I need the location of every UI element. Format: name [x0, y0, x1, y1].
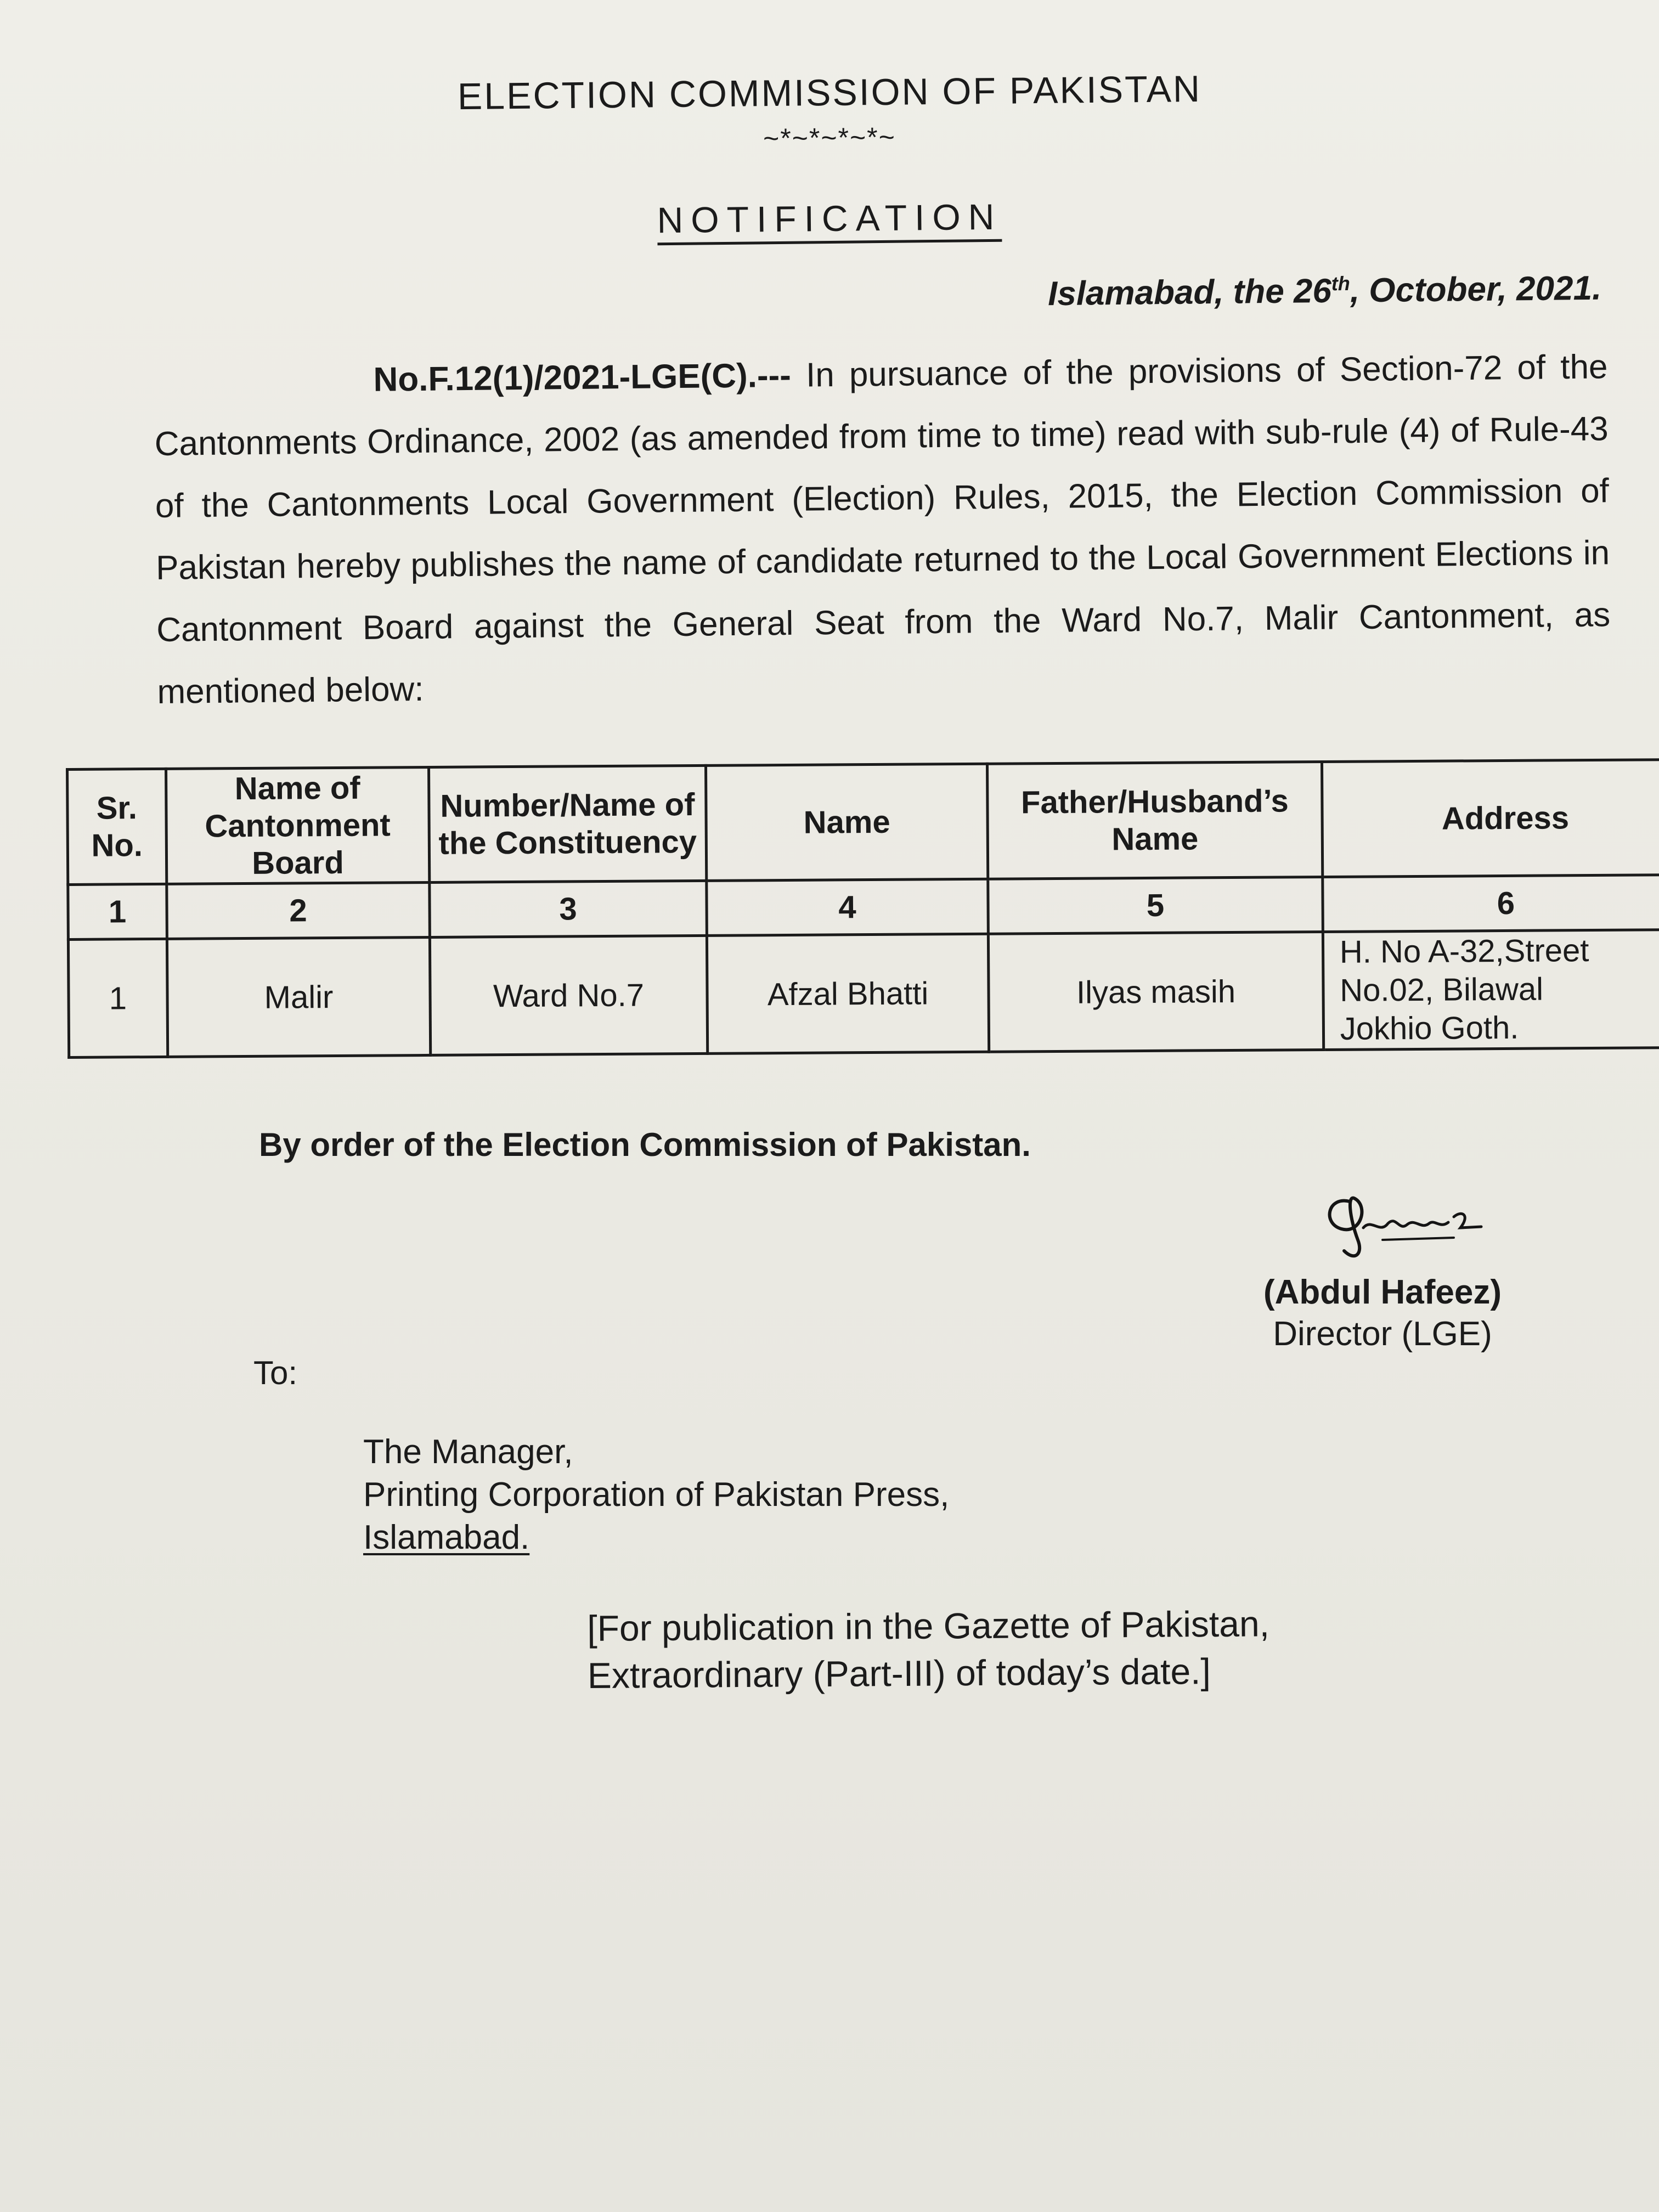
date-ordinal-suffix: th	[1331, 272, 1350, 295]
cell-candidate-name: Afzal Bhatti	[707, 934, 989, 1053]
body-text: In pursuance of the provisions of Section-72 of the Cantonments Ordinance, 2002 (as amended from time to time) read with sub-rule (4) of Rule-43 of the Cantonments Local Government (Election) Rules, 2015, the Election Commission of Pakistan hereby publishes the name of candidate returned to the Local Government Elections in Cantonment Board against the General Seat from the Ward No.7, Malir Cantonment, as mentioned below:	[154, 348, 1611, 711]
table-row	[68, 929, 1659, 1057]
header-address: Address	[1322, 759, 1659, 877]
column-number: 5	[988, 877, 1323, 934]
addressee-line: The Manager,	[363, 1433, 573, 1471]
column-number: 3	[430, 881, 707, 937]
address-line: H. No A-32,Street	[1339, 933, 1589, 970]
publication-note	[587, 1600, 1270, 1699]
publication-line: [For publication in the Gazette of Pakistan,	[587, 1603, 1270, 1649]
column-number: 2	[166, 882, 430, 939]
document-title: ELECTION COMMISSION OF PAKISTAN	[457, 67, 1202, 118]
cell-sr-no: 1	[68, 939, 167, 1057]
header-sr-no: Sr. No.	[67, 769, 167, 884]
table-header-row	[67, 759, 1659, 884]
column-number: 4	[707, 879, 989, 935]
signatory-block	[1240, 1272, 1525, 1355]
header-father-husband-name: Father/Husband’s Name	[988, 762, 1323, 879]
notification-date	[1047, 269, 1601, 314]
column-number-row	[68, 874, 1659, 939]
reference-number: No.F.12(1)/2021-LGE(C).---	[373, 356, 792, 399]
signatory-name: (Abdul Hafeez)	[1263, 1273, 1502, 1311]
notification-body	[154, 336, 1611, 723]
notification-heading-text: NOTIFICATION	[657, 196, 1002, 246]
addressee-block	[363, 1431, 949, 1559]
date-rest: , October, 2021.	[1350, 269, 1602, 310]
title-ornament: ~*~*~*~*~	[763, 121, 896, 154]
publication-line: Extraordinary (Part-III) of today’s date.]	[587, 1651, 1211, 1696]
handwritten-signature	[1317, 1185, 1492, 1273]
column-number: 1	[68, 884, 167, 939]
addressee-line: Printing Corporation of Pakistan Press,	[363, 1476, 950, 1514]
election-results-table	[66, 758, 1659, 1059]
to-label: To:	[253, 1355, 298, 1391]
cell-address	[1323, 929, 1659, 1049]
addressee-city: Islamabad.	[363, 1519, 530, 1556]
column-number: 6	[1323, 874, 1659, 932]
notification-heading	[0, 189, 1659, 248]
address-line: Jokhio Goth.	[1340, 1009, 1519, 1047]
address-line: No.02, Bilawal	[1340, 971, 1544, 1008]
by-order-statement: By order of the Election Commission of Pakistan.	[259, 1126, 1031, 1163]
date-prefix: Islamabad, the 26	[1047, 272, 1332, 313]
header-cantonment-board: Name of Cantonment Board	[166, 767, 430, 884]
header-name: Name	[706, 764, 988, 881]
cell-constituency: Ward No.7	[430, 935, 708, 1055]
cell-father-husband-name: Ilyas masih	[989, 932, 1324, 1052]
header-constituency: Number/Name of the Constituency	[429, 765, 707, 882]
cell-cantonment-board: Malir	[167, 937, 431, 1057]
signatory-title: Director (LGE)	[1273, 1315, 1492, 1353]
paragraph-indent	[154, 391, 374, 393]
